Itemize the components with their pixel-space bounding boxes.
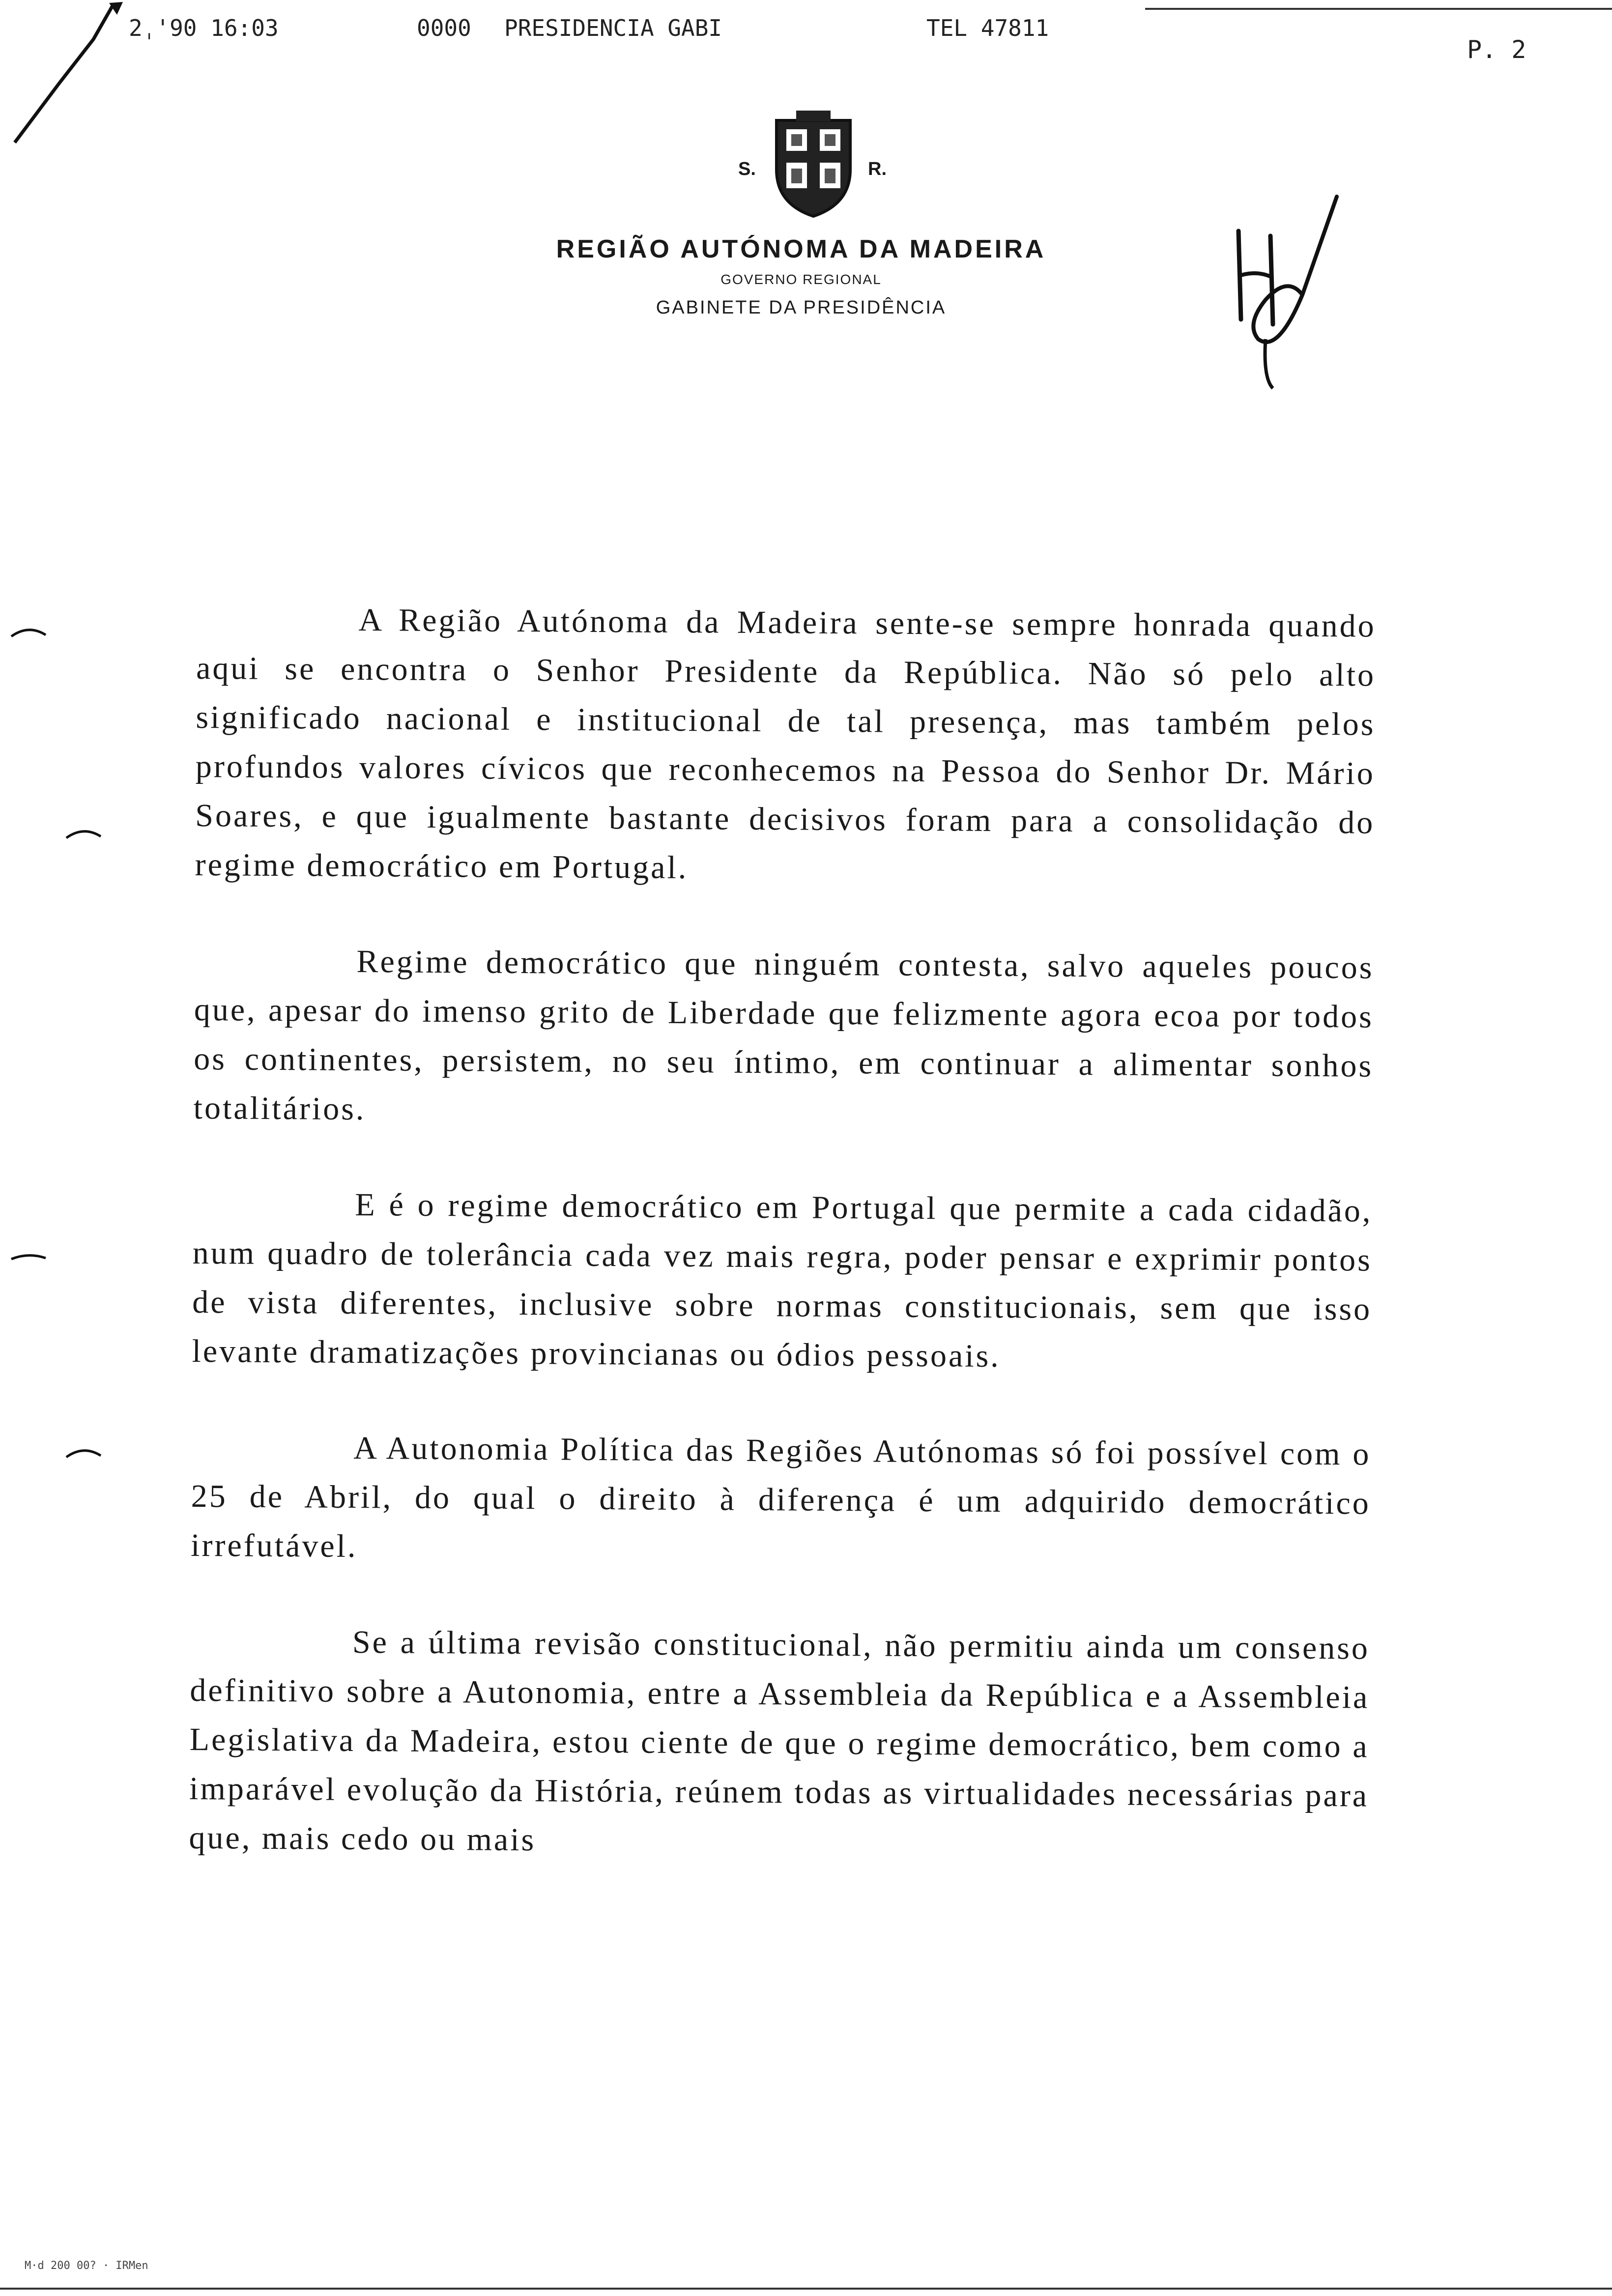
paragraph: Se a última revisão constitucional, não permitiu ainda um consenso definitivo sobre a Autonomia, entre a Assembleia da República e a Assembleia Legislativa da Madeira, estou ciente de que o regime democrático, bem como a imparável evolução da História, reúnem todas as virtualidades necessárias para que, mais cedo ou mais <box>189 1624 1370 1858</box>
crest-left-letter: S. <box>738 159 756 179</box>
paragraph: A Autonomia Política das Regiões Autónomas só foi possível com o 25 de Abril, do qual o direito à diferença é um adquirido democrático irrefutável. <box>190 1430 1371 1565</box>
paragraph: A Região Autónoma da Madeira sente-se sempre honrada quando aqui se encontra o Senhor Presidente da República. Não só pelo alto significado nacional e institucional de tal presença, mas também pelos profundos valores cívicos que reconhecemos na Pessoa do Senhor Dr. Mário Soares, e que igualmente bastante decisivos foram para a consolidação do regime democrático em Portugal. <box>195 602 1376 886</box>
page-number: P. 2 <box>1467 35 1526 64</box>
paragraph: E é o regime democrático em Portugal que permite a cada cidadão, num quadro de tolerância cada vez mais regra, poder pensar e exprimir pontos de vista diferentes, inclusive sobre normas constitucionais, sem que isso levante dramatizações provincianas ou ódios pessoais. <box>192 1186 1373 1375</box>
letter-body <box>189 595 1376 1917</box>
fax-telephone: TEL 47811 <box>926 15 1049 41</box>
margin-mark <box>64 1445 103 1460</box>
crest-right-letter: R. <box>868 159 887 179</box>
fax-date-time: 2ˌ'90 16:03 <box>129 15 279 41</box>
handwritten-initials <box>1219 192 1347 408</box>
coat-of-arms-icon <box>767 111 860 219</box>
margin-mark <box>64 826 103 840</box>
margin-mark <box>9 1248 48 1263</box>
office-subtitle: GABINETE DA PRESIDÊNCIA <box>656 297 947 318</box>
fax-header <box>0 10 1612 64</box>
fax-code: 0000 <box>417 15 471 41</box>
margin-mark <box>9 624 48 639</box>
footer-print-note: M·d 200 00? · IRMen <box>25 2260 148 2272</box>
bottom-rule <box>0 2288 1612 2290</box>
government-subtitle: GOVERNO REGIONAL <box>720 272 882 287</box>
letterhead <box>521 106 1081 337</box>
region-title: REGIÃO AUTÓNOMA DA MADEIRA <box>556 235 1046 263</box>
paragraph: Regime democrático que ninguém contesta, salvo aqueles poucos que, apesar do imenso grito de Liberdade que felizmente agora ecoa por todos os continentes, persistem, no seu íntimo, em continuar a alimentar sonhos totalitários. <box>193 944 1374 1127</box>
fax-sender: PRESIDENCIA GABI <box>504 15 722 41</box>
crest-row <box>521 106 1081 219</box>
